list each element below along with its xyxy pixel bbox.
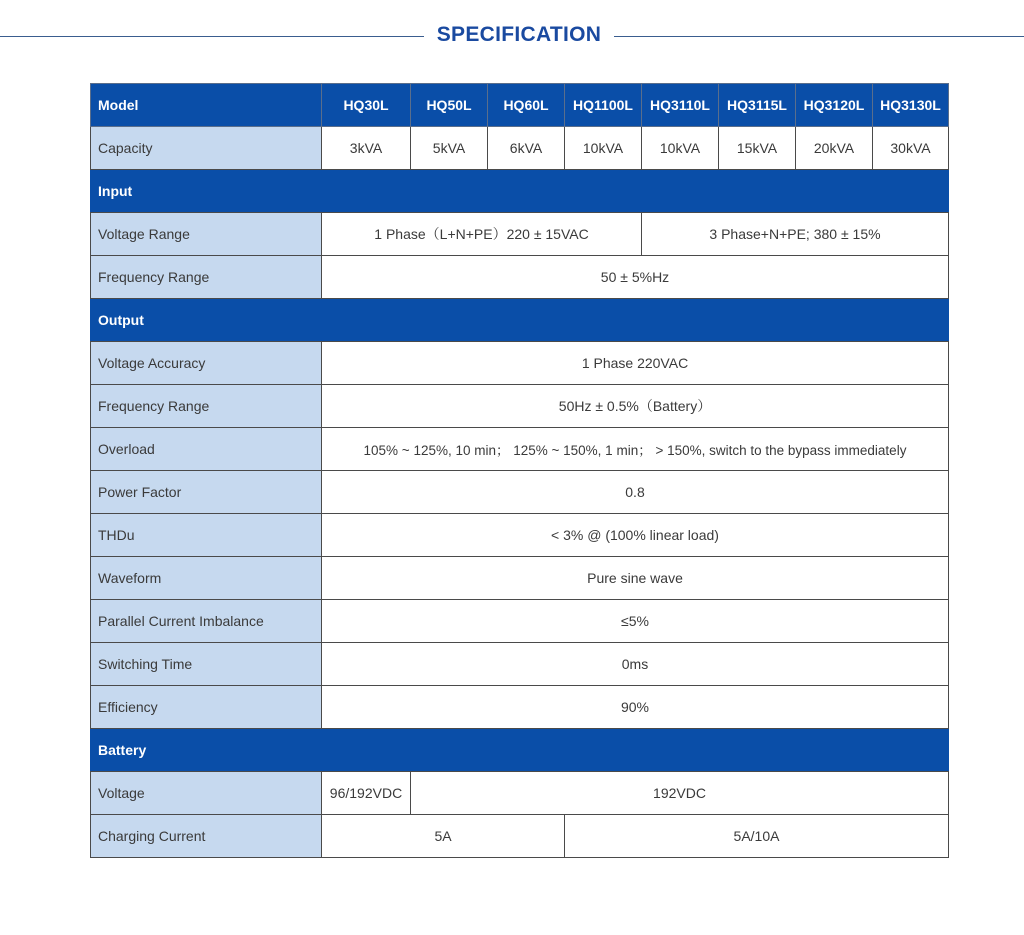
row-label: Capacity [91,127,322,170]
value-cell: 105% ~ 125%, 10 min； 125% ~ 150%, 1 min； > 150%, switch to the bypass immediately [322,428,949,471]
value-cell: < 3% @ (100% linear load) [322,514,949,557]
row-label: Frequency Range [91,385,322,428]
capacity-cell: 6kVA [488,127,565,170]
page-title: SPECIFICATION [436,23,602,46]
row-label: Overload [91,428,322,471]
input-frequency-range-row [91,256,949,299]
row-label: Waveform [91,557,322,600]
output-overload-row [91,428,949,471]
battery-voltage-rest-cell: 192VDC [411,772,949,815]
title-divider-left [0,36,424,37]
row-label: Voltage Accuracy [91,342,322,385]
capacity-cell: 10kVA [565,127,642,170]
row-label: Parallel Current Imbalance [91,600,322,643]
section-output [91,299,949,342]
model-header: HQ1100L [565,84,642,127]
model-header: HQ3110L [642,84,719,127]
model-label: Model [91,84,322,127]
value-cell: 50Hz ± 0.5%（Battery） [322,385,949,428]
capacity-cell: 20kVA [796,127,873,170]
output-thdu-row [91,514,949,557]
output-waveform-row [91,557,949,600]
model-header-row [91,84,949,127]
value-cell: 1 Phase 220VAC [322,342,949,385]
row-label: Frequency Range [91,256,322,299]
value-cell: 0.8 [322,471,949,514]
capacity-cell: 3kVA [322,127,411,170]
capacity-cell: 10kVA [642,127,719,170]
charging-current-low-cell: 5A [322,815,565,858]
section-heading: Battery [91,729,949,772]
value-cell: Pure sine wave [322,557,949,600]
input-voltage-range-row [91,213,949,256]
model-header: HQ3115L [719,84,796,127]
row-label: Switching Time [91,643,322,686]
row-label: Voltage Range [91,213,322,256]
value-cell: 0ms [322,643,949,686]
capacity-cell: 30kVA [873,127,949,170]
battery-voltage-first-cell: 96/192VDC [322,772,411,815]
section-heading: Input [91,170,949,213]
row-label: Charging Current [91,815,322,858]
specification-table [90,83,949,858]
output-power-factor-row [91,471,949,514]
model-header: HQ3120L [796,84,873,127]
battery-charging-current-row [91,815,949,858]
title-divider-right [614,36,1024,37]
value-cell: ≤5% [322,600,949,643]
capacity-cell: 15kVA [719,127,796,170]
model-header: HQ60L [488,84,565,127]
value-cell: 90% [322,686,949,729]
capacity-row [91,127,949,170]
output-voltage-accuracy-row [91,342,949,385]
row-label: Voltage [91,772,322,815]
single-phase-voltage-cell: 1 Phase（L+N+PE）220 ± 15VAC [322,213,642,256]
row-label: THDu [91,514,322,557]
output-switching-time-row [91,643,949,686]
model-header: HQ30L [322,84,411,127]
row-label: Efficiency [91,686,322,729]
section-input [91,170,949,213]
three-phase-voltage-cell: 3 Phase+N+PE; 380 ± 15% [642,213,949,256]
output-parallel-current-imbalance-row [91,600,949,643]
section-heading: Output [91,299,949,342]
output-efficiency-row [91,686,949,729]
model-header: HQ50L [411,84,488,127]
model-header: HQ3130L [873,84,949,127]
capacity-cell: 5kVA [411,127,488,170]
spec-title-bar [0,20,1024,50]
charging-current-high-cell: 5A/10A [565,815,949,858]
output-frequency-range-row [91,385,949,428]
value-cell: 50 ± 5%Hz [322,256,949,299]
row-label: Power Factor [91,471,322,514]
section-battery [91,729,949,772]
battery-voltage-row [91,772,949,815]
